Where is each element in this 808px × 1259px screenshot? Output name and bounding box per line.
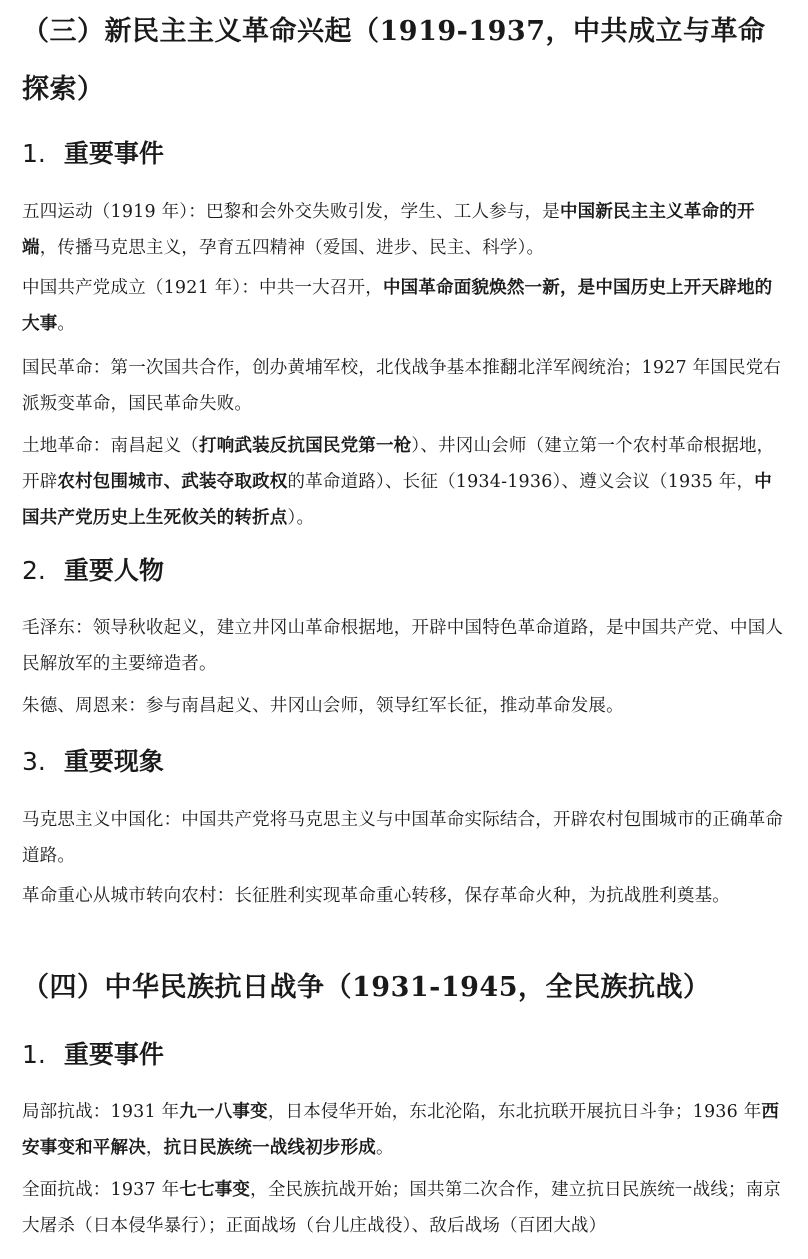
paragraph: 毛泽东：领导秋收起义，建立井冈山革命根据地，开辟中国特色革命道路，是中国共产党、中国人民解放军的主要缔造者。	[22, 618, 784, 674]
section3-sub2-para1	[22, 610, 786, 682]
bold-run: 中国共产党历史上生死攸关的转折点	[22, 472, 772, 528]
text-run: ，日本侵华开始，东北沦陷，东北抗联开展抗日斗争；1936 年	[267, 1102, 762, 1122]
section3-sub1-heading	[22, 138, 786, 170]
section4-sub1-para1	[22, 1094, 786, 1166]
paragraph: 革命重心从城市转向农村：长征胜利实现革命重心转移，保存革命火种，为抗战胜利奠基。	[22, 886, 730, 906]
section4-sub1-title: 重要事件	[63, 1040, 164, 1069]
section3-sub3-para2	[22, 878, 786, 914]
bold-run: 七七事变	[179, 1180, 251, 1200]
text-run: 局部抗战：1931 年	[22, 1102, 180, 1122]
section3-sub1-para3	[22, 350, 786, 422]
paragraph: 马克思主义中国化：中国共产党将马克思主义与中国革命实际结合，开辟农村包围城市的正确革命道路。	[22, 810, 784, 866]
text-run: 全面抗战：1937 年	[22, 1180, 180, 1200]
paragraph: 朱德、周恩来：参与南昌起义、井冈山会师，领导红军长征，推动革命发展。	[22, 696, 624, 716]
bold-run: 西安事变和平解决	[22, 1102, 780, 1158]
text-run: 五四运动（1919 年）：巴黎和会外交失败引发，学生、工人参与，是	[22, 202, 560, 222]
bold-run: 农村包围城市、武装夺取政权	[57, 472, 288, 492]
section3-sub1-title: 重要事件	[63, 139, 164, 168]
section3-sub2-para2	[22, 688, 786, 724]
bold-run: 打响武装反抗国民党第一枪	[199, 436, 412, 456]
text-run: 土地革命：南昌起义（	[22, 436, 199, 456]
section3-sub3-number: 3.	[22, 747, 46, 776]
section4-sub1-number: 1.	[22, 1040, 46, 1069]
section3-heading	[22, 3, 786, 119]
text-run: ，传播马克思主义，孕育五四精神（爱国、进步、民主、科学）。	[39, 238, 545, 258]
section4-sub1-heading	[22, 1039, 786, 1071]
bold-run: 中国新民主主义革命的开端	[22, 202, 755, 258]
section3-sub2-title: 重要人物	[63, 556, 164, 585]
section4-heading	[22, 959, 786, 1017]
section3-sub2-heading	[22, 555, 786, 587]
section3-sub3-title: 重要现象	[63, 747, 164, 776]
section3-sub3-para1	[22, 802, 786, 874]
text-run: 国民革命：第一次国共合作，创办黄埔军校，北伐战争基本推翻北洋军阀统治；1927 年国民党右派叛变革命，国民革命失败。	[22, 358, 782, 414]
section3-sub3-heading	[22, 746, 786, 778]
section4-title: （四）中华民族抗日战争（1931-1945，全民族抗战）	[22, 972, 711, 1003]
text-run: 的革命道路）、长征（1934-1936）、遵义会议（1935 年，	[287, 472, 755, 492]
section3-sub1-number: 1.	[22, 139, 46, 168]
bold-run: 抗日民族统一战线初步形成	[163, 1138, 377, 1158]
text-run: 。	[57, 314, 76, 334]
text-run: ）。	[287, 508, 315, 528]
text-run: ，	[145, 1138, 164, 1158]
section3-sub1-para2	[22, 270, 786, 342]
text-run: ，全民族抗战开始；国共第二次合作，建立抗日民族统一战线；南京大屠杀（日本侵华暴行）；正面战场（台儿庄战役）、敌后战场（百团大战）	[22, 1180, 782, 1236]
bold-run: 中国革命面貌焕然一新，是中国历史上开天辟地的大事	[22, 278, 773, 334]
text-run: ）、井冈山会师（建立第一个农村革命根据地，开辟	[22, 436, 775, 492]
section4-sub1-para2	[22, 1172, 786, 1244]
section3-sub1-para1	[22, 194, 786, 266]
text-run: 。	[376, 1138, 394, 1158]
bold-run: 九一八事变	[179, 1102, 268, 1122]
section3-sub1-para4	[22, 428, 786, 536]
text-run: 中国共产党成立（1921 年）：中共一大召开，	[22, 278, 383, 298]
section3-title: （三）新民主主义革命兴起（1919-1937，中共成立与革命探索）	[22, 16, 766, 105]
section3-sub2-number: 2.	[22, 556, 46, 585]
